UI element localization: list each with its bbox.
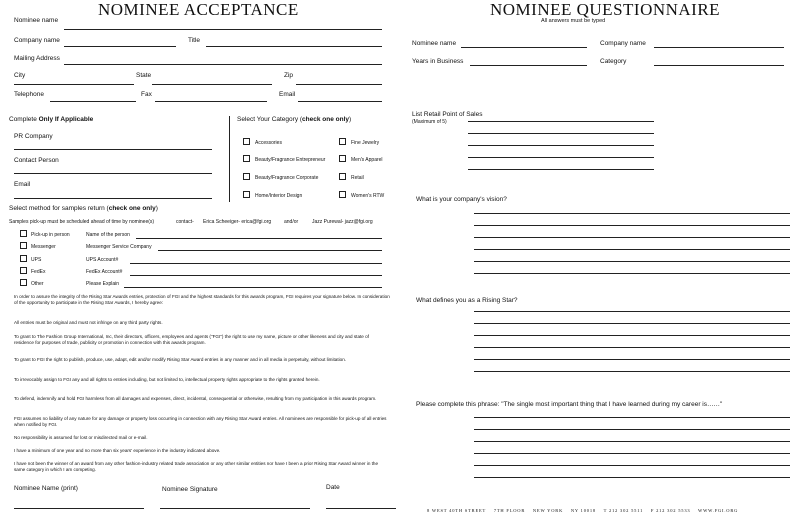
q-vision-line-6[interactable]: [474, 273, 790, 274]
category-checkbox-accessories[interactable]: [243, 138, 250, 145]
contact-person-label: Contact Person: [14, 157, 59, 164]
sig-name-line[interactable]: [14, 508, 144, 509]
category-checkbox-mens-apparel[interactable]: [339, 155, 346, 162]
method-line-fedex[interactable]: [130, 275, 382, 276]
method-detail-ups: UPS Account#: [86, 257, 119, 263]
category-label-womens-rtw: Women's RTW: [351, 193, 385, 199]
legal-paragraph-9: I have a minimum of one year and no more than six years' experience in the industry indicated above.: [14, 448, 221, 453]
q-phrase-line-1[interactable]: [474, 417, 790, 418]
contact-label: contact-: [176, 219, 194, 225]
method-detail-pickup: Name of the person: [86, 232, 130, 238]
city-line[interactable]: [14, 84, 134, 85]
acceptance-title: NOMINEE ACCEPTANCE: [98, 0, 299, 19]
category-checkbox-retail[interactable]: [339, 173, 346, 180]
q-star-line-3[interactable]: [474, 335, 790, 336]
category-checkbox-home-interior[interactable]: [243, 191, 250, 198]
sig-date-line[interactable]: [326, 508, 396, 509]
samples-method-heading: Select method for samples return (check one only): [9, 205, 158, 212]
pr-company-line[interactable]: [14, 149, 212, 150]
legal-paragraph-2: All entries must be original and must not infringe on any third party rights.: [14, 320, 163, 325]
method-checkbox-messenger[interactable]: [20, 242, 27, 249]
q-vision-line-1[interactable]: [474, 213, 790, 214]
q-retail-line-2[interactable]: [468, 133, 654, 134]
method-detail-fedex: FedEx Account#: [86, 269, 123, 275]
legal-paragraph-1: In order to assure the integrity of the Rising Star Awards entries, protection of FGI and the highest standards for this awards program, FGI requires your signature below. In consideration of the opportunity to participate in the Rising Star Awards, I hereby agree:: [14, 294, 390, 305]
legal-paragraph-6: To defend, indemnify and hold FGI harmless from all damages and expenses, direct, incidental, consequential or otherwise, resulting from my participation in this awards program.: [14, 396, 377, 401]
q-retail-line-3[interactable]: [468, 145, 654, 146]
category-checkbox-beauty-corporate[interactable]: [243, 173, 250, 180]
contact-erica: Erica Scheeiger- erica@fgi.org: [203, 219, 272, 225]
q-vision-line-5[interactable]: [474, 261, 790, 262]
footer-phone: T 212 302 5511: [603, 508, 644, 513]
sig-signature-line[interactable]: [160, 508, 310, 509]
category-label-mens-apparel: Men's Apparel: [351, 157, 383, 163]
contact-andor: and/or: [284, 219, 299, 225]
telephone-label: Telephone: [14, 91, 44, 98]
mailing-address-line[interactable]: [64, 64, 382, 65]
q-phrase-line-5[interactable]: [474, 465, 790, 466]
q-phrase-label: Please complete this phrase: "The single most important thing that I have learned during my career is……": [416, 401, 723, 408]
contact-jazz: Jazz Purewal- jazz@fgi.org: [312, 219, 373, 225]
q-nominee-name-label: Nominee name: [412, 40, 457, 47]
nominee-name-line[interactable]: [64, 29, 382, 30]
fax-line[interactable]: [155, 101, 267, 102]
method-label-ups: UPS: [31, 257, 42, 263]
questionnaire-subtitle: All answers must be typed: [541, 18, 606, 24]
q-star-line-4[interactable]: [474, 347, 790, 348]
company-name-label: Company name: [14, 37, 60, 44]
questionnaire-title: NOMINEE QUESTIONNAIRE: [490, 0, 721, 19]
category-divider: [229, 116, 230, 202]
contact-person-line[interactable]: [14, 173, 212, 174]
zip-line[interactable]: [296, 84, 382, 85]
q-retail-line-1[interactable]: [468, 121, 654, 122]
q-category-label: Category: [600, 58, 627, 65]
title-line[interactable]: [206, 46, 382, 47]
sig-date-label: Date: [326, 484, 340, 491]
q-star-line-6[interactable]: [474, 371, 790, 372]
category-label-home-interior: Home/Interior Design: [255, 193, 303, 199]
pr-email-label: Email: [14, 181, 31, 188]
category-checkbox-fine-jewelry[interactable]: [339, 138, 346, 145]
method-checkbox-ups[interactable]: [20, 255, 27, 262]
method-label-other: Other: [31, 281, 44, 287]
email-label: Email: [279, 91, 296, 98]
legal-paragraph-4: To grant to FGI the right to publish, produce, use, adapt, edit and/or modify Rising Star Award entries in any manner and in all media in perpetuity, without limitation.: [14, 357, 347, 362]
method-label-fedex: FedEx: [31, 269, 46, 275]
method-line-messenger[interactable]: [158, 250, 382, 251]
q-vision-line-2[interactable]: [474, 225, 790, 226]
q-star-line-5[interactable]: [474, 359, 790, 360]
q-star-label: What defines you as a Rising Star?: [416, 297, 518, 304]
q-retail-line-4[interactable]: [468, 157, 654, 158]
footer-floor: 7TH FLOOR: [493, 508, 526, 513]
category-label-accessories: Accessories: [255, 140, 282, 146]
footer-street: 8 WEST 40TH STREET: [427, 508, 487, 513]
category-label-beauty-corporate: Beauty/Fragrance Corporate: [255, 175, 319, 181]
sig-name-label: Nominee Name (print): [14, 485, 78, 492]
method-line-other[interactable]: [124, 287, 382, 288]
footer-address: [427, 508, 738, 513]
q-star-line-2[interactable]: [474, 323, 790, 324]
email-line[interactable]: [298, 101, 382, 102]
fax-label: Fax: [141, 91, 152, 98]
legal-paragraph-8: No responsibility is assumed for lost or misdirected mail or e-mail.: [14, 435, 148, 440]
legal-paragraph-5: To irrevocably assign to FGI any and all rights to entries including, but not limited to, intellectual property rights appropriate to the rights granted herein.: [14, 377, 320, 382]
category-checkbox-beauty-entrepreneur[interactable]: [243, 155, 250, 162]
q-category-line[interactable]: [654, 65, 784, 66]
q-phrase-line-3[interactable]: [474, 441, 790, 442]
company-name-line[interactable]: [64, 46, 176, 47]
q-phrase-line-6[interactable]: [474, 477, 790, 478]
q-nominee-name-line[interactable]: [461, 47, 587, 48]
method-detail-messenger: Messenger Service Company: [86, 244, 152, 250]
q-vision-line-3[interactable]: [474, 237, 790, 238]
footer-fax: F 212 302 5533: [650, 508, 691, 513]
q-vision-label: What is your company's vision?: [416, 196, 507, 203]
q-star-line-1[interactable]: [474, 311, 790, 312]
telephone-line[interactable]: [50, 101, 136, 102]
method-line-pickup[interactable]: [136, 238, 382, 239]
category-checkbox-womens-rtw[interactable]: [339, 191, 346, 198]
q-retail-sub: (Maximum of 5): [412, 119, 447, 125]
method-line-ups[interactable]: [130, 263, 382, 264]
legal-paragraph-7: FGI assumes no liability of any nature for any damage or property loss occurring in connection with any Rising Star Award entries. All nominees are responsible for pick-up of all entries when notified by FGI.: [14, 416, 387, 427]
zip-label: Zip: [284, 72, 294, 79]
category-heading: Select Your Category (check one only): [237, 116, 352, 123]
pickup-note: Samples pick-up must be scheduled ahead of time by nominee(s): [9, 219, 155, 225]
method-label-pickup: Pick-up in person: [31, 232, 70, 238]
method-checkbox-other[interactable]: [20, 279, 27, 286]
legal-paragraph-3: To grant to The Fashion Group International, Inc, their directors, officers, employees and agents ("FGI") the right to use my name, picture or other likeness and city and state of residence for purposes of trade, publicity or promotion in connection with this awards program.: [14, 334, 369, 345]
q-vision-line-4[interactable]: [474, 249, 790, 250]
footer-city: NEW YORK: [532, 508, 564, 513]
category-label-beauty-entrepreneur: Beauty/Fragrance Entrepreneur: [255, 157, 326, 163]
category-label-fine-jewelry: Fine Jewelry: [351, 140, 380, 146]
state-line[interactable]: [152, 84, 272, 85]
q-retail-label: List Retail Point of Sales: [412, 111, 483, 118]
title-label: Title: [188, 37, 201, 44]
q-years-line[interactable]: [470, 65, 587, 66]
q-phrase-line-4[interactable]: [474, 453, 790, 454]
q-phrase-line-2[interactable]: [474, 429, 790, 430]
method-label-messenger: Messenger: [31, 244, 56, 250]
city-label: City: [14, 72, 26, 79]
sig-signature-label: Nominee Signature: [162, 486, 218, 493]
nominee-name-label: Nominee name: [14, 17, 59, 24]
pr-company-label: PR Company: [14, 133, 53, 140]
footer-zip: NY 10018: [570, 508, 596, 513]
method-detail-other: Please Explain: [86, 281, 120, 287]
footer-website: WWW.FGI.ORG: [698, 508, 739, 513]
pr-email-line[interactable]: [14, 198, 212, 199]
category-label-retail: Retail: [351, 175, 364, 181]
complete-if-applicable-heading: Complete Only If Applicable: [9, 116, 94, 123]
state-label: State: [136, 72, 152, 79]
mailing-address-label: Mailing Address: [14, 55, 60, 62]
q-years-label: Years in Business: [412, 58, 464, 65]
q-company-name-label: Company name: [600, 40, 646, 47]
q-company-name-line[interactable]: [654, 47, 784, 48]
q-retail-line-5[interactable]: [468, 169, 654, 170]
legal-paragraph-10: I have not been the winner of an award from any other fashion-industry related trade association or any other similar entities nor have I been a prior Rising Star Award winner in the same category in which I am competing.: [14, 461, 379, 472]
method-checkbox-pickup[interactable]: [20, 230, 27, 237]
method-checkbox-fedex[interactable]: [20, 267, 27, 274]
